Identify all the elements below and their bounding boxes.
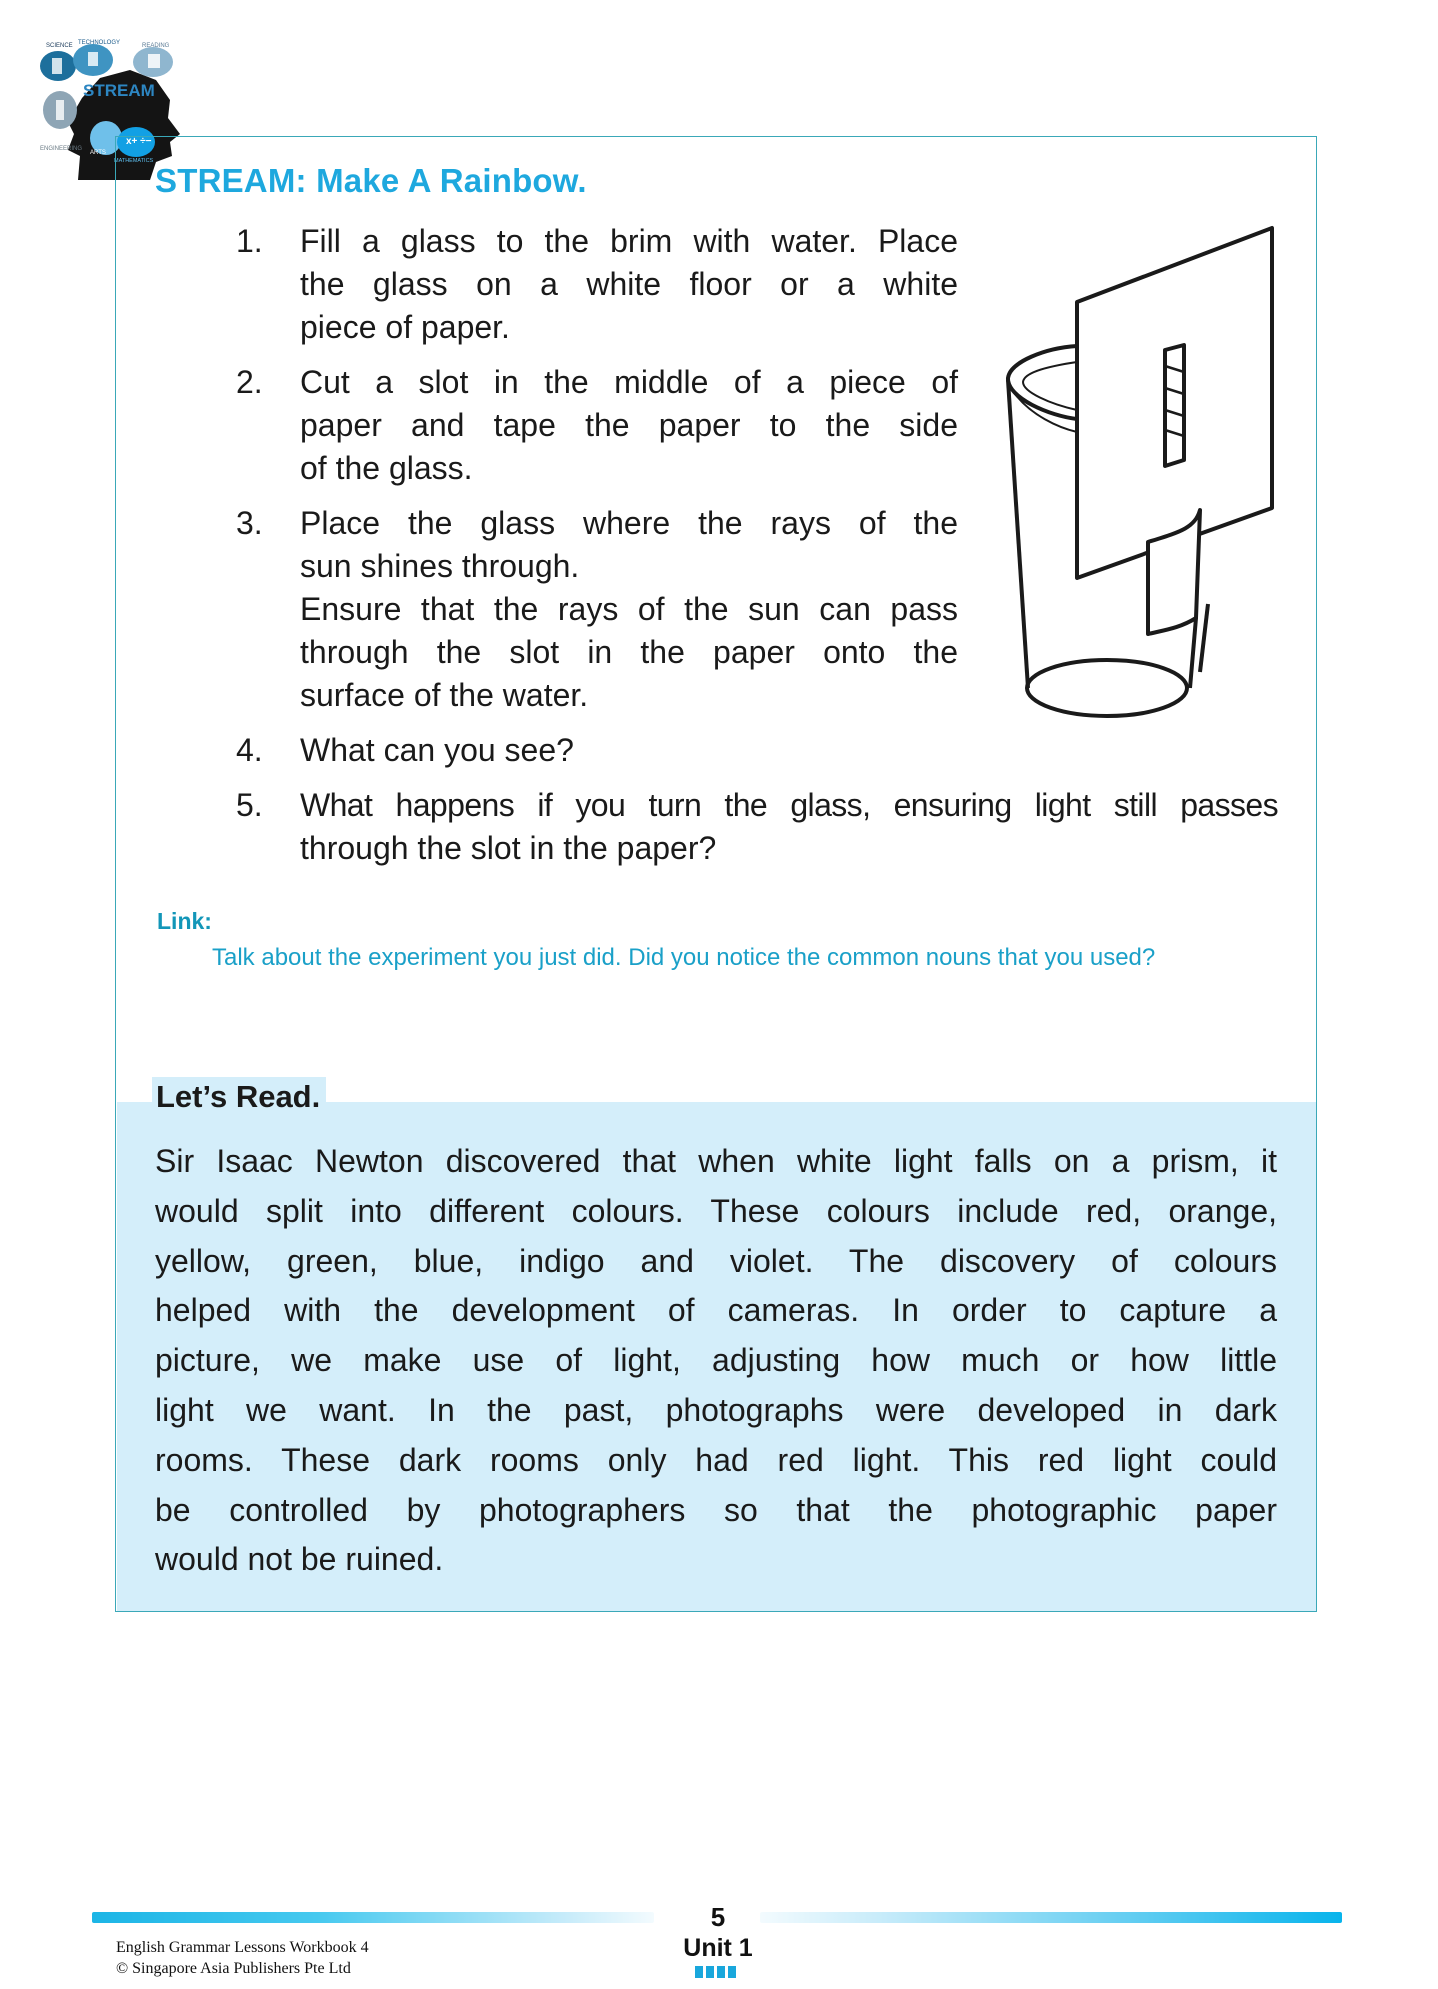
step-4 [228,729,958,772]
step-line: Fill a glass to the brim with water. Place [300,223,958,259]
step-line: Cut a slot in the middle of a piece of [300,364,958,400]
glass-illustration [990,220,1290,760]
glass-bottom-icon [1027,660,1187,716]
reading-passage [155,1137,1277,1585]
passage-line: would not be ruined. [155,1541,444,1578]
step-1 [228,220,958,349]
book-title: English Grammar Lessons Workbook 4 [116,1939,369,1956]
activity-steps [228,220,1278,882]
step-number: 3. [236,505,263,541]
step-number: 4. [236,732,263,768]
step-text [300,220,958,349]
step-line: surface of the water. [300,677,589,713]
step-text [300,784,1278,870]
step-line: What can you see? [300,732,574,768]
activity-title: STREAM: Make A Rainbow. [155,162,587,199]
step-line: of the glass. [300,450,473,486]
step-line: paper and tape the paper to the side [300,407,958,443]
svg-text:SCIENCE: SCIENCE [46,43,73,49]
step-2 [228,361,958,490]
step-number: 5. [236,787,263,823]
passage-line: Sir Isaac Newton discovered that when white light falls on a prism, it [155,1143,1277,1179]
passage-line: rooms. These dark rooms only had red light. This red light could [155,1441,1277,1478]
glass-side-left [1008,380,1028,688]
step-5 [228,784,1278,870]
svg-text:ARTS: ARTS [90,150,106,156]
passage-line: be controlled by photographers so that the photographic paper [155,1491,1277,1528]
passage-line: would split into different colours. These colours include red, orange, [155,1192,1277,1229]
step-line: Place the glass where the rays of the [300,505,958,541]
footer-bar-right [760,1912,1342,1923]
step-text [300,502,958,717]
svg-text:ENGINEERING: ENGINEERING [40,146,83,152]
svg-text:READING: READING [142,43,170,49]
lets-read-heading: Let’s Read. [152,1077,326,1117]
svg-text:MATHEMATICS: MATHEMATICS [114,158,154,164]
passage-line: helped with the development of cameras. In order to capture a [155,1292,1277,1329]
page-number: 5 [710,1902,726,1932]
passage-line: picture, we make use of light, adjusting how much or how little [155,1342,1277,1379]
unit-label: Unit 1 [683,1934,753,1962]
step-line: sun shines through. [300,548,580,584]
step-line: piece of paper. [300,309,510,345]
step-line: through the slot in the paper? [300,830,717,866]
step-text [300,361,958,490]
step-line: Ensure that the rays of the sun can pass [300,591,958,627]
step-3 [228,502,958,717]
step-number: 2. [236,364,263,400]
svg-text:TECHNOLOGY: TECHNOLOGY [78,40,121,46]
step-number: 1. [236,223,263,259]
svg-text:x+ ÷−: x+ ÷− [126,136,152,147]
link-text: Talk about the experiment you just did. Did you notice the common nouns that you used? [212,944,1156,971]
footer-bar-left [92,1912,654,1923]
unit-blocks-icon [695,1966,736,1978]
svg-text:STREAM: STREAM [83,81,155,100]
copyright: © Singapore Asia Publishers Pte Ltd [116,1960,351,1977]
step-line: the glass on a white floor or a white [300,266,958,302]
passage-line: light we want. In the past, photographs were developed in dark [155,1391,1277,1428]
step-text [300,729,958,772]
step-line: through the slot in the paper onto the [300,634,958,670]
link-label: Link: [157,908,212,934]
step-line: What happens if you turn the glass, ensuring light still passes [300,787,1278,823]
passage-line: yellow, green, blue, indigo and violet. The discovery of colours [155,1242,1277,1279]
footer-publication-info [116,1937,369,1979]
